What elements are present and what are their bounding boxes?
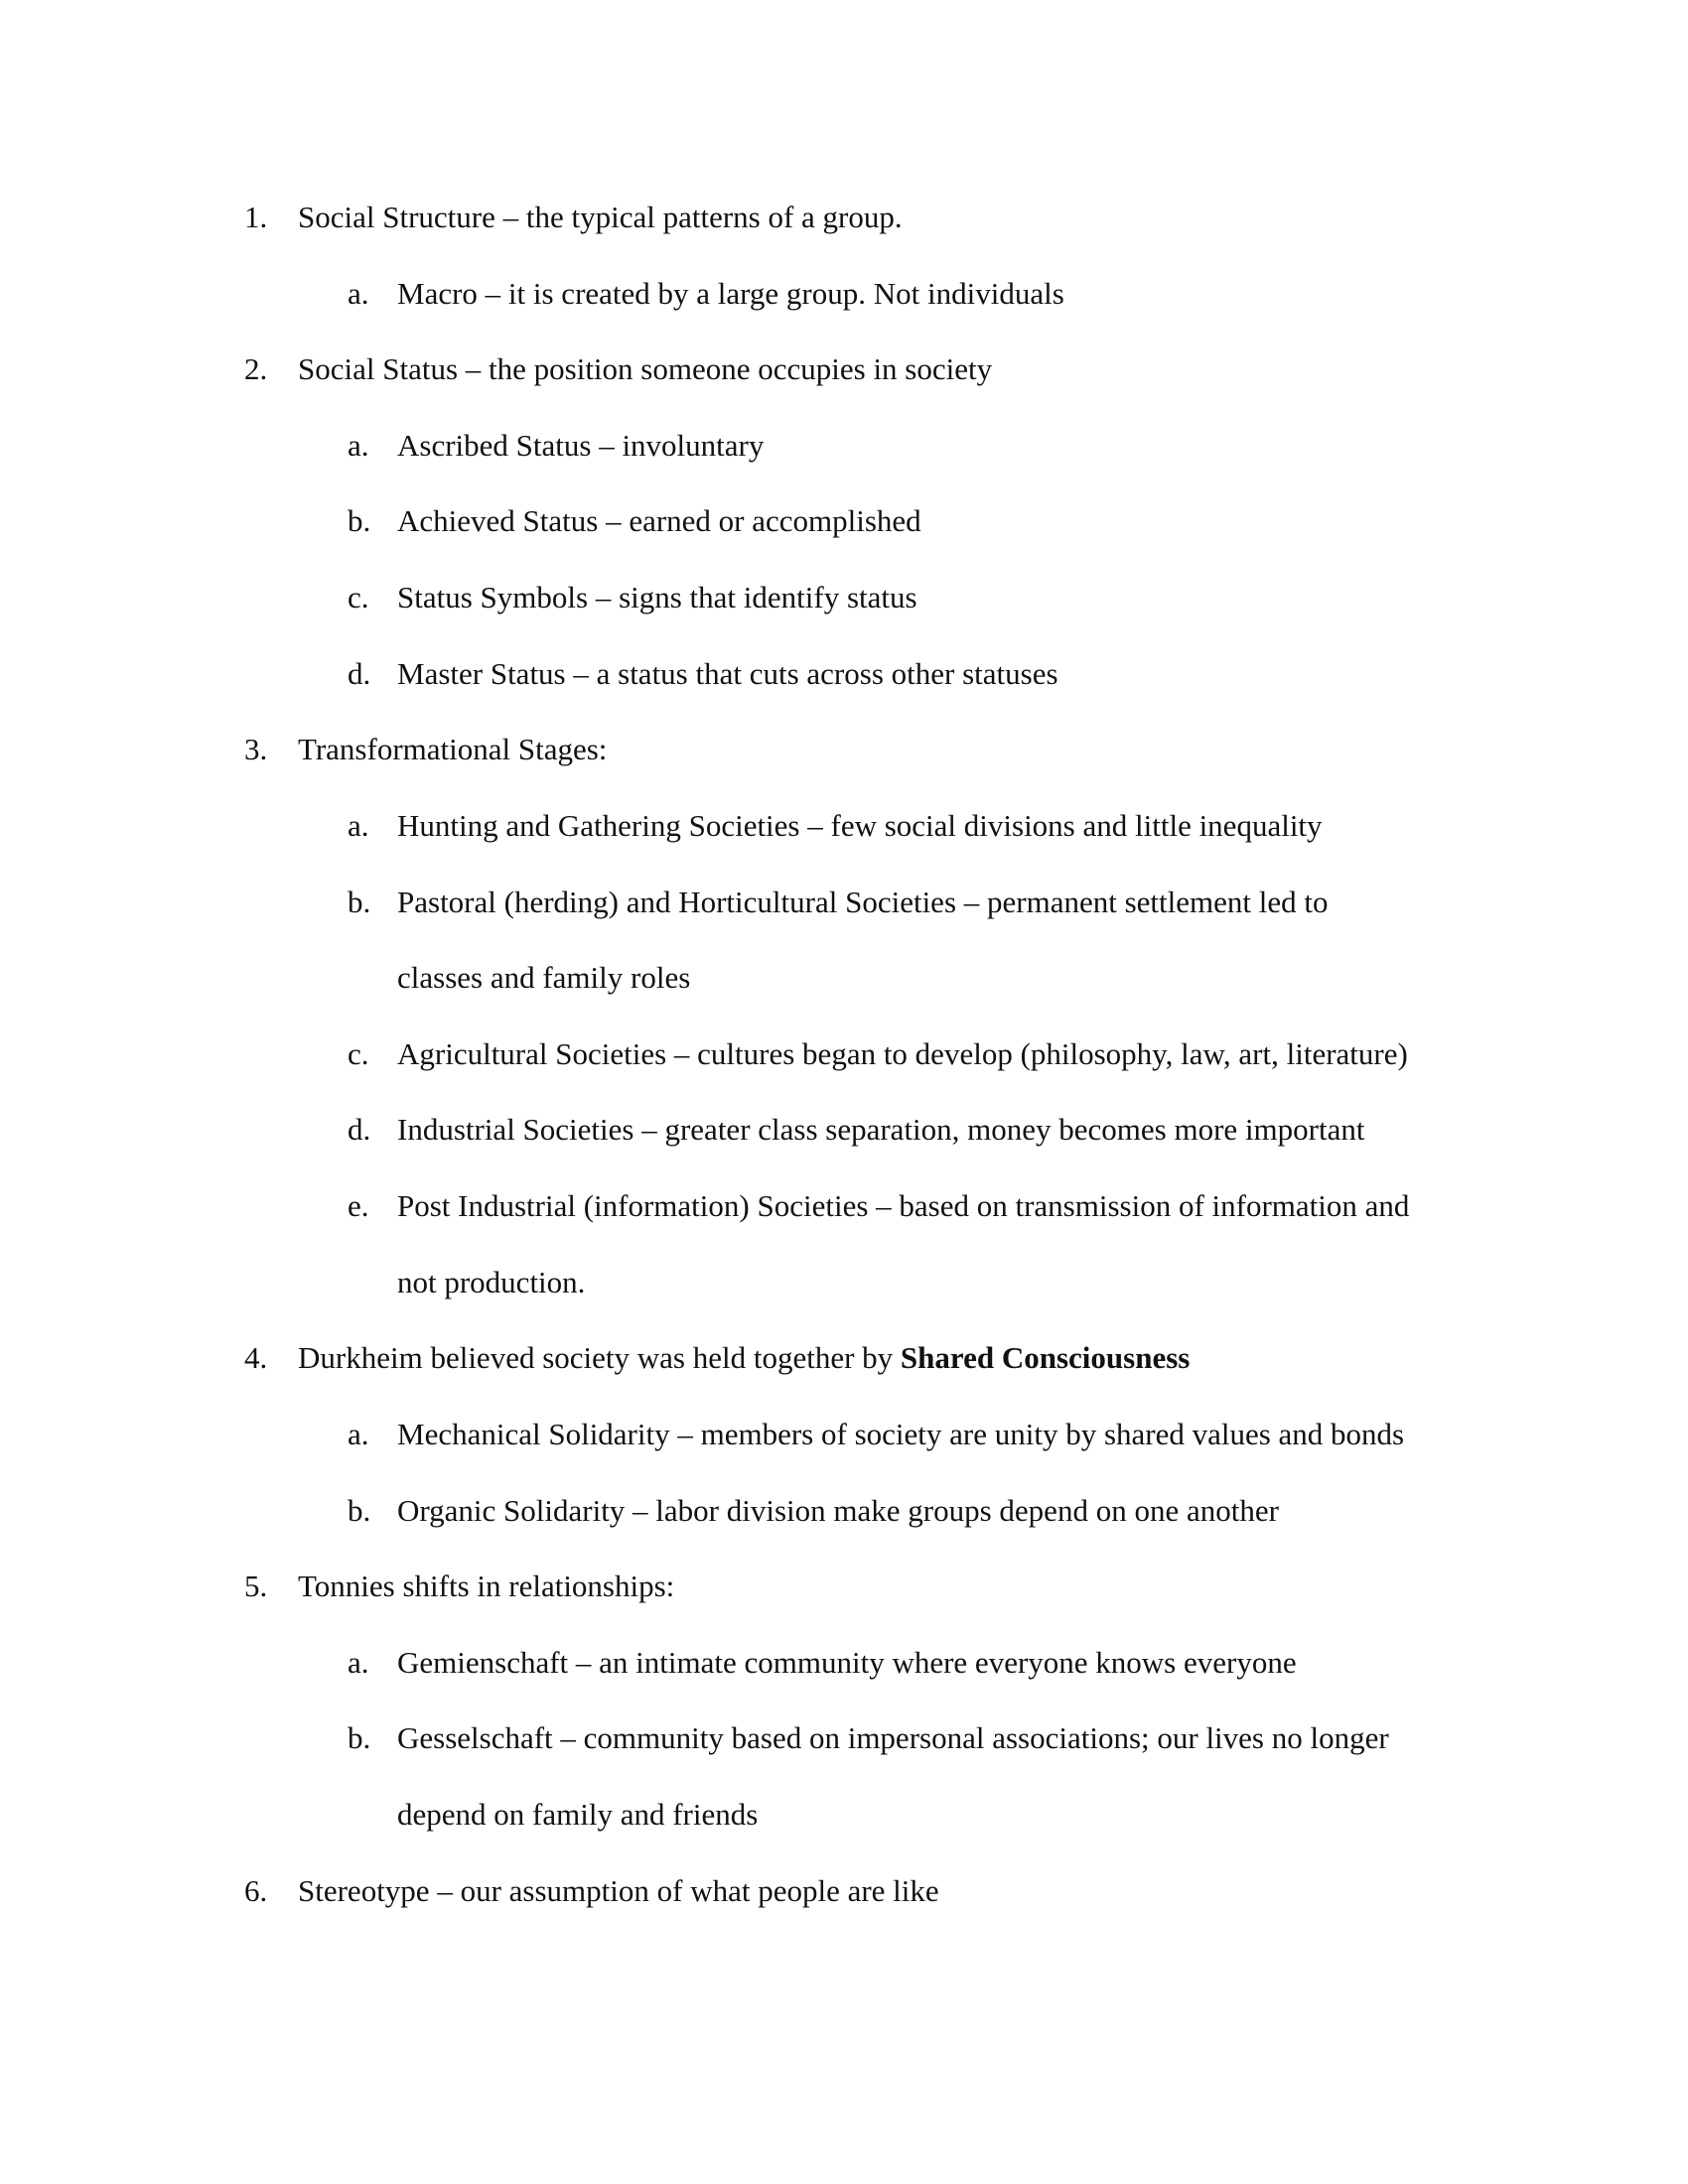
list-marker-3d: d.	[348, 1112, 371, 1147]
list-marker-2a: a.	[348, 428, 369, 463]
list-item-3e-text-line2: not production.	[397, 1265, 586, 1299]
list-item-2-text: Social Status – the position someone occupies in society	[298, 351, 993, 386]
list-item-1a-text: Macro – it is created by a large group. Not individuals	[397, 276, 1064, 311]
list-marker-2b: b.	[348, 503, 371, 538]
list-marker-6: 6.	[244, 1873, 268, 1908]
list-item-5a-text: Gemienschaft – an intimate community where everyone knows everyone	[397, 1645, 1297, 1680]
list-item-3d-text: Industrial Societies – greater class separation, money becomes more important	[397, 1112, 1365, 1147]
list-marker-3c: c.	[348, 1036, 369, 1071]
list-item-3b-text-line2: classes and family roles	[397, 960, 691, 995]
list-item-4a-text: Mechanical Solidarity – members of society are unity by shared values and bonds	[397, 1417, 1405, 1451]
list-item-3c-text: Agricultural Societies – cultures began to develop (philosophy, law, art, literature)	[397, 1036, 1408, 1071]
list-marker-3: 3.	[244, 732, 268, 766]
list-item-4b-text: Organic Solidarity – labor division make groups depend on one another	[397, 1493, 1279, 1528]
list-marker-4: 4.	[244, 1340, 268, 1375]
list-marker-5: 5.	[244, 1569, 268, 1603]
list-item-5-text: Tonnies shifts in relationships:	[298, 1569, 675, 1603]
list-marker-3a: a.	[348, 808, 369, 843]
list-item-4-text-bold: Shared Consciousness	[900, 1340, 1191, 1375]
list-marker-4b: b.	[348, 1493, 371, 1528]
list-marker-2c: c.	[348, 580, 369, 614]
list-item-2a-text: Ascribed Status – involuntary	[397, 428, 765, 463]
list-item-3b-text-line1: Pastoral (herding) and Horticultural Societies – permanent settlement led to	[397, 885, 1329, 919]
list-item-3-text: Transformational Stages:	[298, 732, 608, 766]
list-marker-5a: a.	[348, 1645, 369, 1680]
list-marker-3b: b.	[348, 885, 371, 919]
list-item-4-text-plain: Durkheim believed society was held together by	[298, 1340, 901, 1375]
list-item-5b-text-line1: Gesselschaft – community based on impersonal associations; our lives no longer	[397, 1720, 1389, 1755]
list-marker-1a: a.	[348, 276, 369, 311]
list-marker-1: 1.	[244, 200, 268, 234]
list-marker-2: 2.	[244, 351, 268, 386]
list-item-2c-text: Status Symbols – signs that identify status	[397, 580, 917, 614]
list-item-5b-text-line2: depend on family and friends	[397, 1797, 759, 1832]
list-item-3e-text-line1: Post Industrial (information) Societies – based on transmission of information and	[397, 1188, 1410, 1223]
list-item-2b-text: Achieved Status – earned or accomplished	[397, 503, 921, 538]
list-marker-4a: a.	[348, 1417, 369, 1451]
list-item-2d-text: Master Status – a status that cuts across other statuses	[397, 656, 1058, 691]
list-item-1-text: Social Structure – the typical patterns of a group.	[298, 200, 903, 234]
list-marker-3e: e.	[348, 1188, 369, 1223]
list-item-3a-text: Hunting and Gathering Societies – few social divisions and little inequality	[397, 808, 1323, 843]
list-item-4-text	[298, 1338, 1190, 1378]
list-item-6-text: Stereotype – our assumption of what people are like	[298, 1873, 939, 1908]
list-marker-5b: b.	[348, 1720, 371, 1755]
list-marker-2d: d.	[348, 656, 371, 691]
